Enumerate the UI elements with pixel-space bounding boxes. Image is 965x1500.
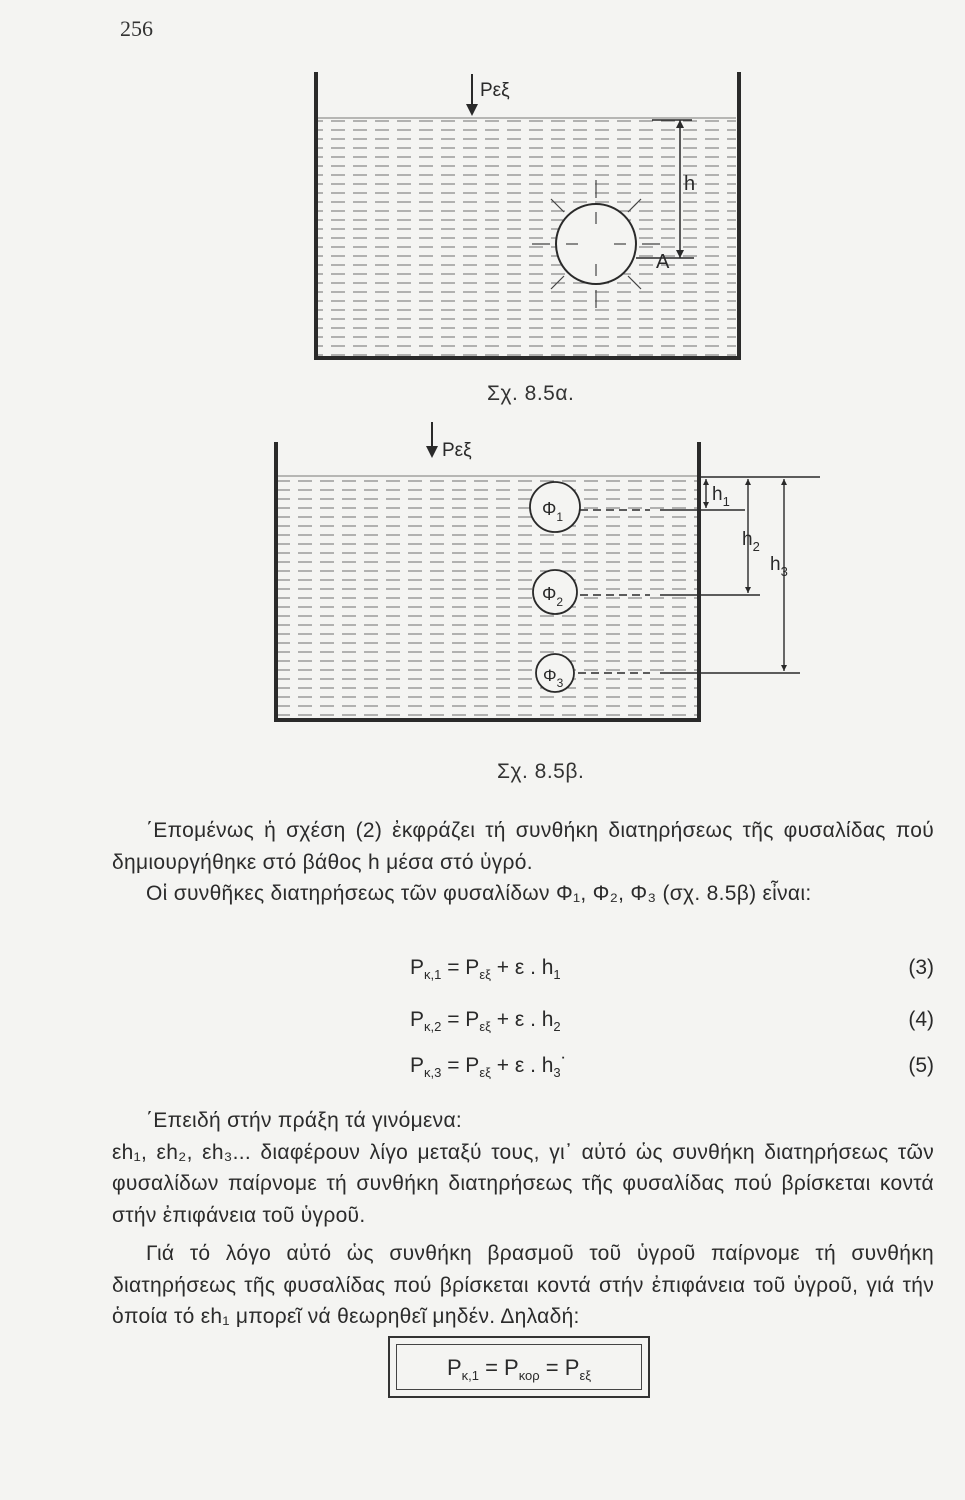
paragraph-1: ΄Επομένως ἡ σχέση (2) ἐκφράζει τή συνθήκη διατηρήσεως τῆς φυσαλίδας πού δημιουργήθηκε στό βάθος h μέσα στό ὑγρό. xyxy=(112,819,934,874)
equation-3: $P_{\kappa,1} = P_{\varepsilon\xi} + \varepsilon$ . $h_1$ (3) xyxy=(410,956,934,982)
point-label-a: A xyxy=(656,251,670,273)
figure-b-caption: Σχ. 8.5β. xyxy=(497,760,585,783)
equation-4: $P_{\kappa,2} = P_{\varepsilon\xi} + \varepsilon$ . $h_2$ (4) xyxy=(410,1008,934,1034)
equation-number: (3) xyxy=(908,956,934,979)
figure-8-5b xyxy=(276,422,820,720)
bubble-phi-3-label: $\Phi_3$ xyxy=(543,666,564,690)
liquid-a xyxy=(318,118,736,356)
boxed-equation: $P_{\kappa,1} = P_{\kappa o\rho} = P_{\varepsilon\xi}$ xyxy=(388,1336,650,1398)
page-number: 256 xyxy=(120,16,153,41)
arrow-head-b xyxy=(426,446,438,458)
bubble-phi-2-label: $\Phi_2$ xyxy=(542,584,564,609)
equation-number: (5) xyxy=(908,1054,934,1077)
depth-label-h3: $h_3$ xyxy=(770,554,788,579)
bubble-phi-1-label: $\Phi_1$ xyxy=(542,499,564,524)
paragraph-4: Γιά τό λόγο αὐτό ὡς συνθήκη βρασμοῦ τοῦ ὑγροῦ παίρνομε τή συνθήκη διατηρήσεως τῆς φυσαλίδας πού βρίσκεται κοντά στήν ἐπιφάνεια τοῦ ὑγροῦ, γιά τήν ὁποία τό εh₁ μπορεῖ νά θεωρηθεῖ μηδέν. Δηλαδή: xyxy=(112,1242,934,1328)
depth-label-h2: $h_2$ xyxy=(742,529,760,554)
depth-label-a: h xyxy=(684,173,696,195)
paragraph-3: ΄Επειδή στήν πράξη τά γινόμενα: εh₁, εh₂, εh₃... διαφέρουν λίγο μεταξύ τους, γι᾿ αὐτό ὡς συνθήκη διατηρήσεως τῶν φυσαλίδων παίρνομε τή συνθήκη διατηρήσεως τῆς φυσαλίδας πού βρίσκεται κοντά στήν ἐπιφάνεια τοῦ ὑγροῦ. xyxy=(112,1109,934,1227)
figure-8-5a xyxy=(316,72,739,358)
figure-a-caption: Σχ. 8.5α. xyxy=(487,382,575,405)
equation-number: (4) xyxy=(908,1008,934,1031)
paragraph-2: Οἱ συνθῆκες διατηρήσεως τῶν φυσαλίδων Φ₁, Φ₂, Φ₃ (σχ. 8.5β) εἶναι: xyxy=(146,882,812,905)
depth-label-h1: $h_1$ xyxy=(712,484,730,509)
depth-arrowheads-b xyxy=(703,479,787,671)
arrow-head-a xyxy=(466,104,478,116)
pressure-label-b: Ρεξ xyxy=(442,440,472,461)
equation-5: $P_{\kappa,3} = P_{\varepsilon\xi} + \varepsilon$ . $h_3˙$ (5) xyxy=(410,1054,934,1080)
liquid-b xyxy=(278,476,697,718)
pressure-label-a: Ρεξ xyxy=(480,80,510,101)
